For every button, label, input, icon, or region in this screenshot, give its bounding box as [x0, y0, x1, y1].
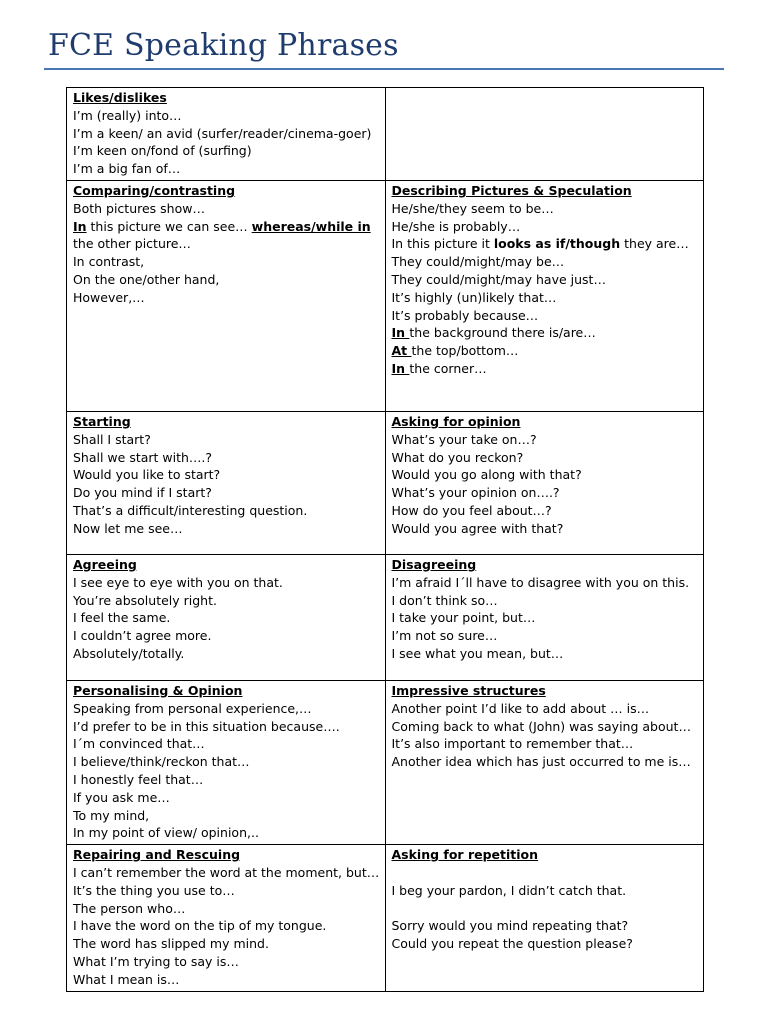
table-row: [67, 680, 704, 844]
phrase-line: Would you agree with that?: [391, 520, 564, 536]
page-title: FCE Speaking Phrases: [48, 28, 399, 63]
section-heading: Likes/dislikes: [73, 90, 167, 105]
phrase-line: To my mind,: [73, 807, 150, 823]
phrase-line: Could you repeat the question please?: [391, 936, 633, 952]
emphasis-whereas: whereas/while in: [251, 218, 371, 234]
phrase-line: I take your point, but…: [391, 610, 536, 626]
cell-comparing: [67, 180, 386, 411]
table-row: [67, 411, 704, 554]
table-row: [67, 554, 704, 680]
phrase-line: Would you like to start?: [73, 467, 221, 483]
phrase-line: Another point I’d like to add about … is…: [391, 700, 650, 716]
emphasis-in: In: [391, 360, 410, 376]
phrase-line: It’s also important to remember that…: [391, 736, 634, 752]
phrase-line: Shall I start?: [73, 431, 151, 447]
phrase-line: I don’t think so…: [391, 592, 498, 608]
phrase-line: Absolutely/totally.: [73, 645, 185, 661]
phrase-line: It’s highly (un)likely that…: [391, 289, 557, 305]
section-heading: Describing Pictures & Speculation: [391, 182, 632, 198]
cell-repairing: [67, 845, 386, 991]
emphasis-in: In: [391, 325, 410, 341]
phrase-line: What I’m trying to say is…: [73, 953, 239, 969]
phrase-line: I´m convinced that…: [73, 736, 205, 752]
cell-likes: [67, 88, 386, 181]
phrase-line: Now let me see…: [73, 520, 183, 536]
cell-agreeing: [67, 554, 386, 680]
table-row: [67, 88, 704, 181]
phrase-line: How do you feel about…?: [391, 502, 552, 518]
section-heading: Starting: [73, 413, 131, 429]
phrase-line: It’s probably because…: [391, 307, 539, 323]
phrase-line: They could/might/may be…: [391, 254, 565, 270]
phrase-line: [392, 360, 698, 378]
cell-empty: [385, 88, 704, 181]
phrase-line: Would you go along with that?: [391, 467, 582, 483]
phrase-line: I’m keen on/fond of (surfing): [73, 143, 252, 159]
phrase-fragment: this picture we can see…: [86, 218, 252, 234]
phrase-line: However,…: [73, 289, 145, 305]
phrase-line: I’m a keen/ an avid (surfer/reader/cinema-goer): [73, 125, 372, 141]
section-heading: Comparing/contrasting: [73, 182, 236, 198]
phrase-line: He/she/they seem to be…: [391, 200, 554, 216]
phrase-line: In contrast,: [73, 254, 145, 270]
spacer: [392, 900, 698, 918]
phrase-line: Another idea which has just occurred to me is…: [391, 754, 691, 770]
phrase-line: What do you reckon?: [391, 449, 524, 465]
section-heading: Agreeing: [73, 556, 137, 572]
phrase-line: If you ask me…: [73, 789, 170, 805]
phrase-line: I see what you mean, but…: [391, 645, 564, 661]
phrase-fragment: In this picture it: [391, 236, 494, 252]
phrase-fragment: the background there is/are…: [409, 325, 596, 341]
phrase-line: What’s your opinion on….?: [391, 485, 560, 501]
section-heading: Impressive structures: [391, 682, 546, 698]
section-heading: Personalising & Opinion: [73, 682, 243, 698]
cell-repetition: [385, 845, 704, 991]
section-heading: Asking for opinion: [391, 413, 521, 429]
phrase-line: I have the word on the tip of my tongue.: [73, 918, 327, 934]
emphasis-in: In: [73, 218, 87, 234]
phrase-line: I couldn’t agree more.: [73, 628, 212, 644]
phrase-line: I’d prefer to be in this situation because….: [73, 718, 340, 734]
phrase-line: That’s a difficult/interesting question.: [73, 502, 308, 518]
phrase-line: Shall we start with….?: [73, 449, 213, 465]
phrase-line: I beg your pardon, I didn’t catch that.: [391, 882, 627, 898]
spacer: [392, 864, 698, 882]
phrase-line: [392, 324, 698, 342]
cell-starting: [67, 411, 386, 554]
section-heading: Asking for repetition: [391, 847, 539, 863]
phrase-line: I’m afraid I´ll have to disagree with you on this.: [391, 574, 690, 590]
phrase-line: I feel the same.: [73, 610, 171, 626]
cell-describing: [385, 180, 704, 411]
phrase-line: I honestly feel that…: [73, 771, 204, 787]
phrase-line: The word has slipped my mind.: [73, 936, 269, 952]
cell-impressive: [385, 680, 704, 844]
phrase-line: On the one/other hand,: [73, 271, 220, 287]
table-row: [67, 845, 704, 991]
phrase-line: He/she is probably…: [391, 218, 521, 234]
phrase-line: Sorry would you mind repeating that?: [391, 918, 629, 934]
phrase-line: I see eye to eye with you on that.: [73, 574, 283, 590]
phrase-line: I’m a big fan of…: [73, 161, 181, 177]
phrase-line: [392, 235, 698, 253]
phrase-line: I can’t remember the word at the moment, but…: [73, 864, 380, 880]
title-divider: [44, 68, 724, 70]
phrase-line: They could/might/may have just…: [391, 271, 606, 287]
phrase-line: I’m not so sure…: [391, 628, 498, 644]
cell-asking-opinion: [385, 411, 704, 554]
cell-disagreeing: [385, 554, 704, 680]
phrase-line: In my point of view/ opinion,..: [73, 825, 259, 841]
phrase-line: Coming back to what (John) was saying about…: [391, 718, 691, 734]
phrase-fragment: they are…: [620, 236, 689, 252]
phrase-line: You’re absolutely right.: [73, 592, 217, 608]
phrase-fragment: the corner…: [409, 360, 487, 376]
phrase-line: I’m (really) into…: [73, 107, 182, 123]
phrase-fragment: the top/bottom…: [411, 343, 519, 359]
phrase-line: Do you mind if I start?: [73, 485, 212, 501]
phrases-table: [66, 87, 704, 992]
emphasis-at: At: [391, 343, 412, 359]
phrase-fragment: the other picture…: [73, 236, 191, 252]
phrase-line: Speaking from personal experience,…: [73, 700, 312, 716]
phrase-line: Both pictures show…: [73, 200, 205, 216]
cell-personalising: [67, 680, 386, 844]
phrase-line: [392, 342, 698, 360]
table-row: [67, 180, 704, 411]
phrase-line: What’s your take on…?: [391, 431, 537, 447]
phrase-line: [73, 218, 379, 254]
section-heading: Repairing and Rescuing: [73, 847, 241, 863]
emphasis-looks-as-if: looks as if/though: [493, 236, 621, 252]
phrase-line: What I mean is…: [73, 971, 180, 987]
phrase-line: It’s the thing you use to…: [73, 882, 235, 898]
phrase-line: I believe/think/reckon that…: [73, 754, 250, 770]
section-heading: Disagreeing: [391, 556, 477, 572]
phrase-line: The person who…: [73, 900, 186, 916]
